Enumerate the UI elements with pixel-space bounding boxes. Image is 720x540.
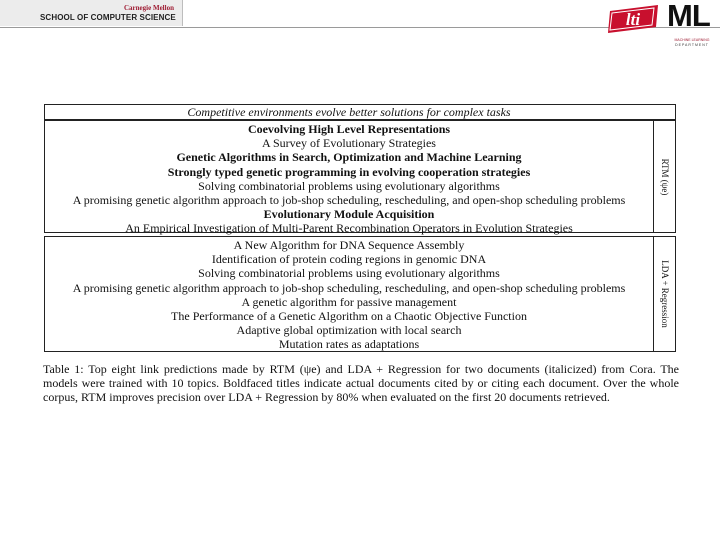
lda-label-text: LDA + Regression [660, 260, 670, 328]
table-row: A promising genetic algorithm approach to job-shop scheduling, rescheduling, and open-shop scheduling problems [72, 280, 626, 295]
rtm-rows [45, 122, 653, 236]
ml-logo-subtitle: MACHINE LEARNING [674, 38, 710, 42]
lda-rows [45, 238, 653, 352]
table-row: Evolutionary Module Acquisition [263, 207, 435, 222]
table-row: Strongly typed genetic programming in evolving cooperation strategies [167, 164, 531, 179]
query-document-title: Competitive environments evolve better solutions for complex tasks [187, 105, 511, 119]
table-group-lda [44, 236, 676, 352]
table-query-row [44, 104, 676, 120]
method-label-lda [654, 237, 676, 351]
method-label-rtm [654, 121, 676, 232]
table-row: Mutation rates as adaptations [278, 337, 420, 352]
table-caption: Table 1: Top eight link predictions made by RTM (ψe) and LDA + Regression for two documents (italicized) from Cora. The models were trained with 10 topics. Boldfaced titles indicate actual documents cited by or citing each document. Over the whole corpus, RTM improves precision over LDA + Regression by 80% when evaluated on the first 20 documents retrieved. [43, 362, 679, 404]
table-row: A New Algorithm for DNA Sequence Assembly [233, 238, 465, 252]
table-row: Solving combinatorial problems using evolutionary algorithms [198, 178, 500, 193]
table-row: A Survey of Evolutionary Strategies [262, 136, 436, 151]
school-name: SCHOOL OF COMPUTER SCIENCE [40, 13, 176, 22]
table-row: A genetic algorithm for passive management [241, 294, 457, 309]
university-name: Carnegie Mellon [124, 4, 174, 12]
lti-logo-text: lti [625, 10, 641, 29]
lti-logo [604, 3, 662, 35]
table-row: The Performance of a Genetic Algorithm on a Chaotic Objective Function [171, 309, 527, 324]
table-row: An Empirical Investigation of Multi-Parent Recombination Operators in Evolution Strategies [125, 221, 573, 236]
table-row: Genetic Algorithms in Search, Optimization and Machine Learning [176, 150, 522, 165]
table-group-rtm [44, 120, 676, 236]
table-row: Adaptive global optimization with local search [236, 323, 462, 338]
table-row: Coevolving High Level Representations [247, 122, 451, 136]
ml-logo: ML [667, 0, 710, 33]
table-row: Identification of protein coding regions in genomic DNA [211, 252, 487, 267]
table-row: A promising genetic algorithm approach to job-shop scheduling, rescheduling, and open-shop scheduling problems [72, 193, 626, 208]
ml-logo-department: DEPARTMENT [675, 43, 709, 47]
rtm-label-text: RTM (ψe) [660, 158, 670, 195]
table-row: Solving combinatorial problems using evolutionary algorithms [198, 266, 500, 281]
